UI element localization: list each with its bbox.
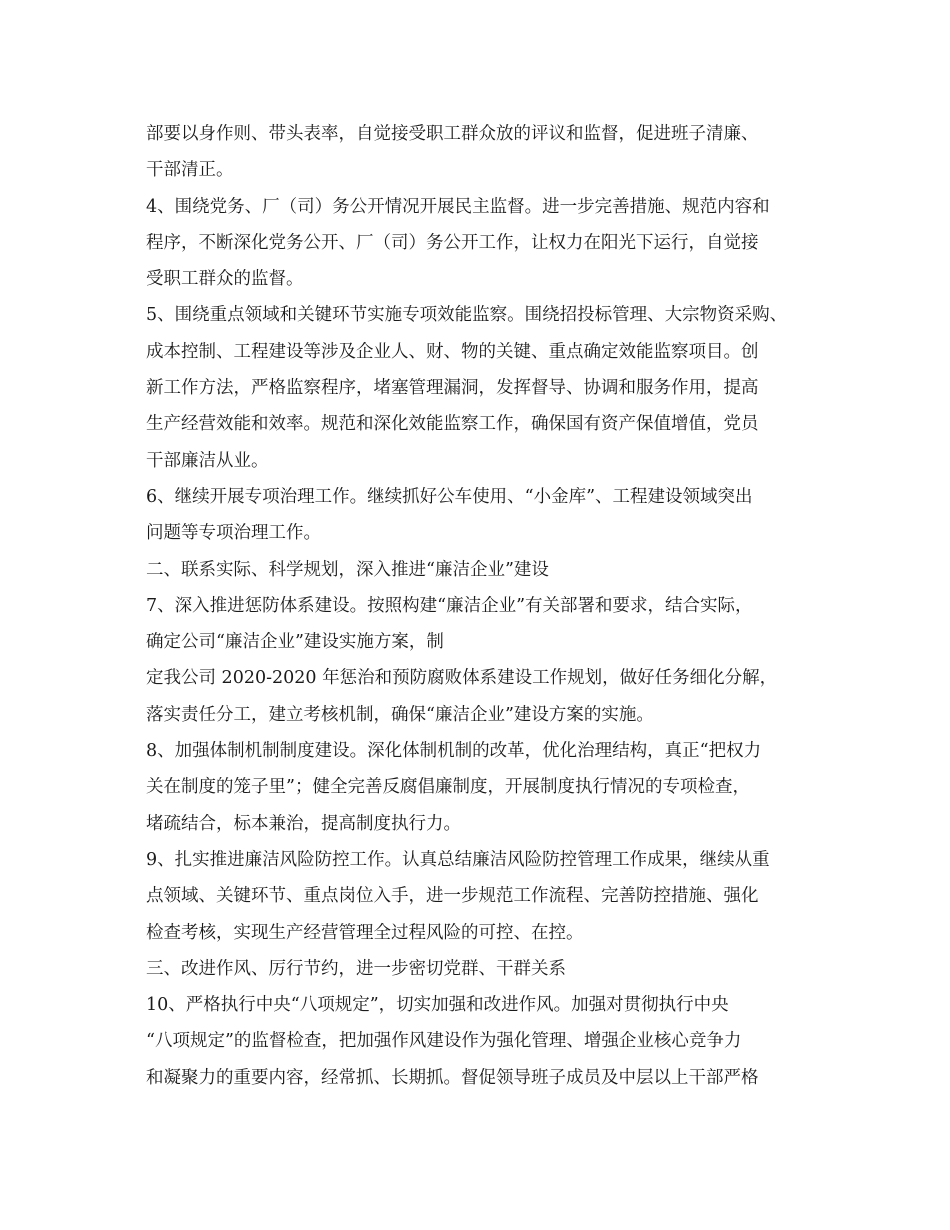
text-line: 部要以身作则、带头表率，自觉接受职工群众放的评议和监督，促进班子清廉、 [146,124,759,144]
document-body [146,116,826,1096]
text-line: 新工作方法，严格监察程序，堵塞管理漏洞，发挥督导、协调和服务作用，提高 [146,378,759,399]
text-line: 堵疏结合，标本兼治，提高制度执行力。 [146,813,461,834]
text-line: 落实责任分工，建立考核机制，确保“廉洁企业”建设方案的实施。 [146,704,654,725]
text-line: “八项规定”的监督检查，把加强作风建设作为强化管理、增强企业核心竞争力 [146,1031,742,1052]
text-line: 干部廉洁从业。 [146,450,269,471]
text-line: 点领域、关键环节、重点岗位入手，进一步规范工作流程、完善防控措施、强化 [146,886,759,907]
text-line: 关在制度的笼子里”；健全完善反腐倡廉制度，开展制度执行情况的专项检查， [146,777,750,798]
paragraph-item-4: 4、围绕党务、厂（司）务公开情况开展民主监督。进一步完善措施、规范内容和 [146,196,770,217]
text-line: 受职工群众的监督。 [146,269,304,290]
text-line: 和凝聚力的重要内容，经常抓、长期抓。督促领导班子成员及中层以上干部严格 [146,1067,759,1088]
paragraph-item-6: 6、继续开展专项治理工作。继续抓好公车使用、“小金库”、工程建设领域突出 [146,486,753,507]
text-line: 检查考核，实现生产经营管理全过程风险的可控、在控。 [146,922,584,943]
text-line: 确定公司“廉洁企业”建设实施方案，制 [146,632,444,653]
text-line: 成本控制、工程建设等涉及企业人、财、物的关键、重点确定效能监察项目。创 [146,341,759,362]
paragraph-item-10: 10、严格执行中央“八项规定”，切实加强和改进作风。加强对贯彻执行中央 [146,995,729,1016]
paragraph-item-7: 7、深入推进惩防体系建设。按照构建“廉洁企业”有关部署和要求，结合实际， [146,595,753,616]
section-heading-3: 三、改进作风、厉行节约，进一步密切党群、干群关系 [146,958,566,979]
paragraph-item-8: 8、加强体制机制制度建设。深化体制机制的改革，优化治理结构，真正“把权力 [146,741,762,762]
paragraph-item-9: 9、扎实推进廉洁风险防控工作。认真总结廉洁风险防控管理工作成果，继续从重 [146,849,770,870]
text-line: 问题等专项治理工作。 [146,523,321,544]
paragraph-item-5: 5、围绕重点领域和关键环节实施专项效能监察。围绕招投标管理、大宗物资采购、 [146,305,788,326]
text-line: 生产经营效能和效率。规范和深化效能监察工作，确保国有资产保值增值，党员 [146,414,759,435]
text-line: 定我公司 2020-2020 年惩治和预防腐败体系建设工作规划，做好任务细化分解， [146,668,778,689]
text-line: 程序，不断深化党务公开、厂（司）务公开工作，让权力在阳光下运行，自觉接 [146,232,759,253]
section-heading-2: 二、联系实际、科学规划，深入推进“廉洁企业”建设 [146,559,549,580]
text-line: 干部清正。 [146,160,234,181]
